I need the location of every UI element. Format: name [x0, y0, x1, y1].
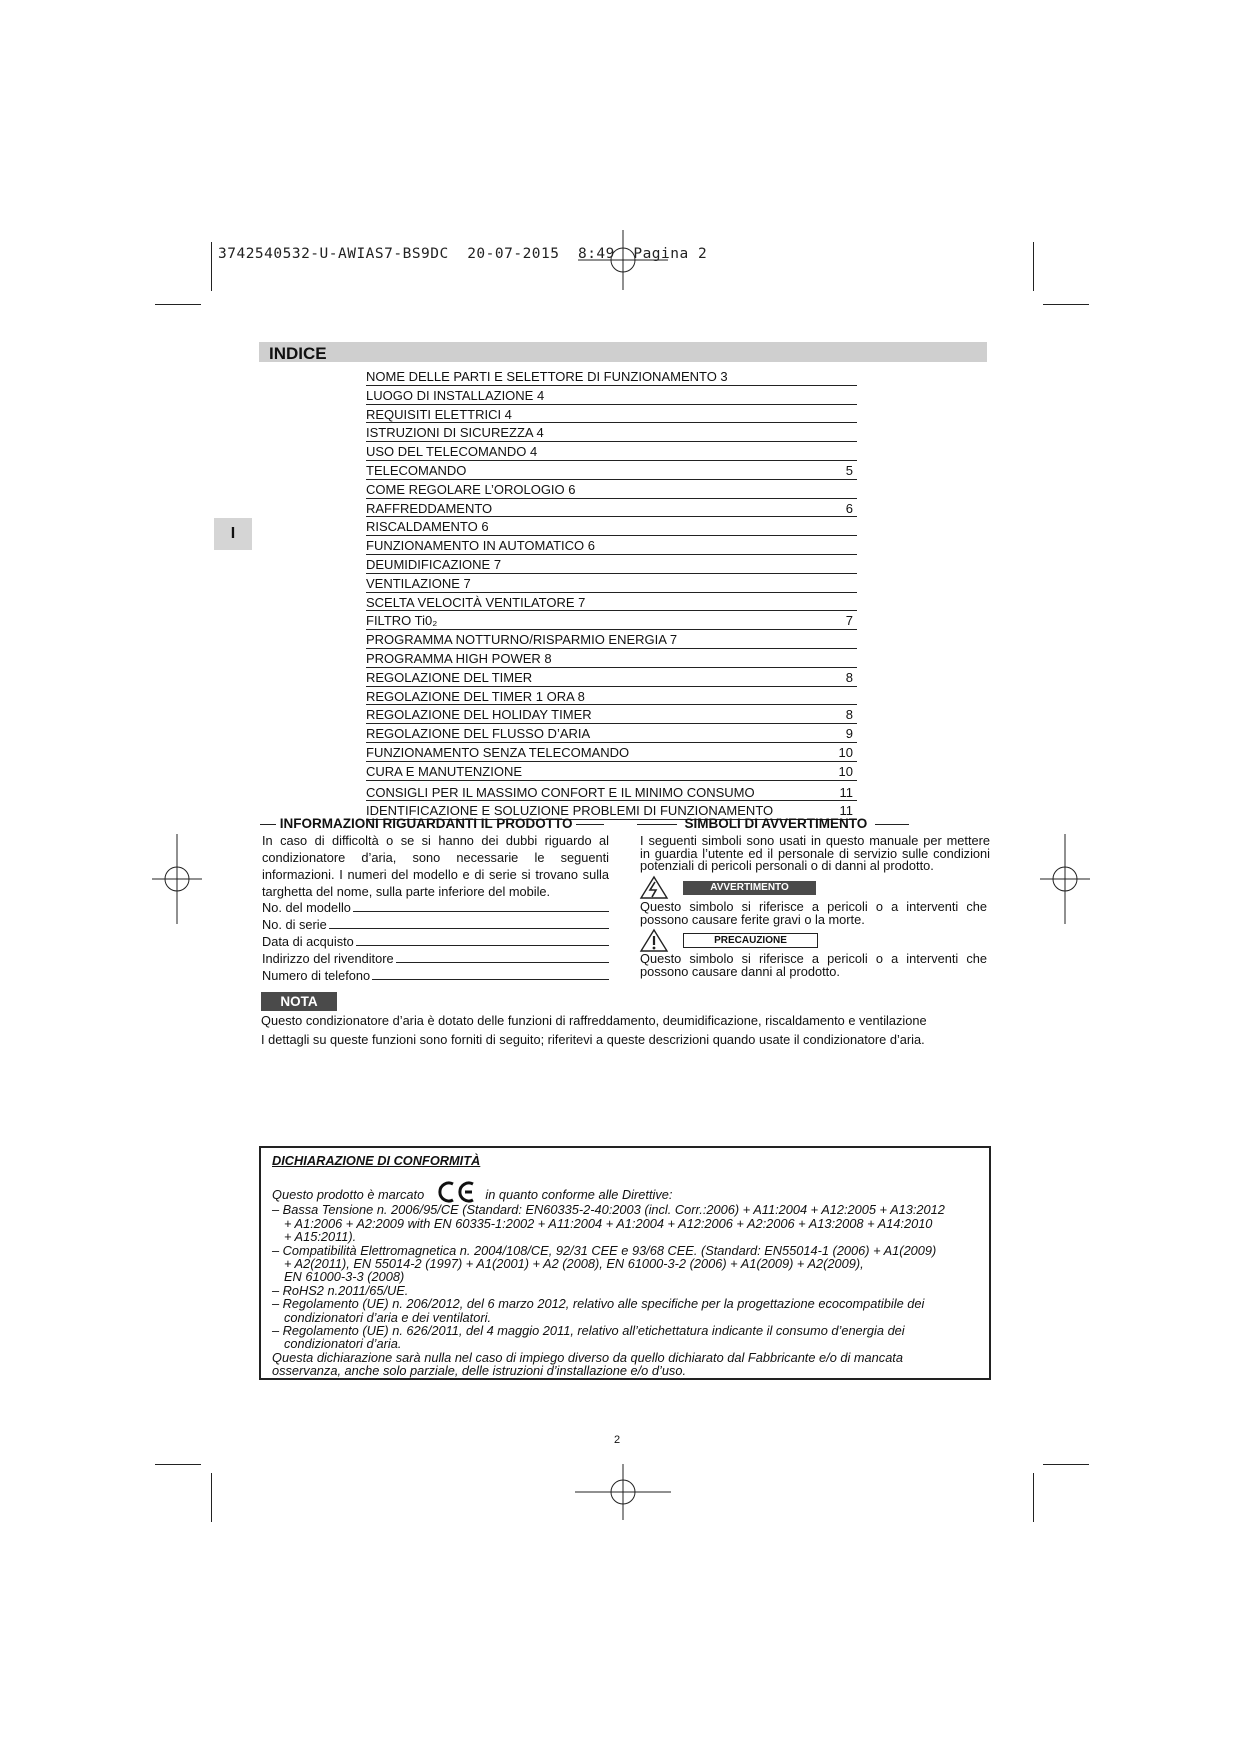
registration-mark-icon: [578, 230, 668, 290]
toc-entry[interactable]: [366, 480, 857, 499]
caution-exclamation-icon: [639, 928, 669, 953]
declaration-line: condizionatori d’aria.: [284, 1336, 402, 1352]
toc-entry-page: 11: [839, 803, 853, 819]
declaration-line: – Regolamento (UE) n. 206/2012, del 6 marzo 2012, relativo alle specifiche per la progettazione ecocompatibile dei: [272, 1296, 925, 1312]
field-purchase-date[interactable]: Data di acquisto: [262, 932, 609, 949]
toc-entry-page: 8: [845, 707, 853, 723]
toc-entry-page: 5: [845, 462, 853, 478]
toc-entry-label: REGOLAZIONE DEL TIMER: [366, 669, 533, 685]
toc-entry-label: PROGRAMMA HIGH POWER 8: [366, 650, 552, 666]
toc-entry-page: 11: [839, 784, 853, 800]
field-model-number[interactable]: No. del modello: [262, 898, 609, 915]
toc-entry-label: FILTRO Ti0₂: [366, 613, 438, 629]
toc-entry-label: TELECOMANDO: [366, 462, 467, 478]
toc-entry-label: FUNZIONAMENTO IN AUTOMATICO 6: [366, 538, 595, 554]
toc-entry-label: REGOLAZIONE DEL FLUSSO D’ARIA: [366, 726, 591, 742]
toc-entry[interactable]: [366, 593, 857, 612]
registration-mark-icon: [152, 834, 202, 924]
toc-entry-label: REGOLAZIONE DEL TIMER 1 ORA 8: [366, 688, 585, 704]
toc-entry[interactable]: [366, 461, 857, 480]
toc-entry-page: 6: [845, 500, 853, 516]
index-title: INDICE: [269, 344, 327, 363]
field-phone-number[interactable]: Numero di telefono: [262, 966, 609, 983]
crop-mark: [1033, 242, 1034, 291]
toc-entry-label: USO DEL TELECOMANDO 4: [366, 444, 538, 460]
toc-entry[interactable]: [366, 762, 857, 781]
toc-entry[interactable]: [366, 630, 857, 649]
declaration-line: EN 61000-3-3 (2008): [284, 1269, 405, 1285]
high-voltage-warning-icon: [639, 875, 669, 900]
table-of-contents: [366, 367, 857, 820]
crop-mark: [1043, 304, 1089, 305]
toc-entry-label: REQUISITI ELETTRICI 4: [366, 406, 512, 422]
product-info-heading: [260, 816, 604, 831]
toc-entry[interactable]: [366, 442, 857, 461]
toc-entry-label: ISTRUZIONI DI SICUREZZA 4: [366, 425, 544, 441]
toc-entry-label: SCELTA VELOCITÀ VENTILATORE 7: [366, 594, 586, 610]
toc-entry-label: NOME DELLE PARTI E SELETTORE DI FUNZIONAMENTO 3: [366, 369, 728, 384]
caution-label: PRECAUZIONE: [683, 933, 818, 948]
ce-mark-icon: [436, 1181, 476, 1203]
toc-entry[interactable]: [366, 555, 857, 574]
declaration-box: [259, 1146, 991, 1380]
declaration-line: + A1:2006 + A2:2009 with EN 60335-1:2002 + A11:2004 + A1:2004 + A12:2006 + A2:2006 + A13:2008 + A14:2010: [284, 1215, 933, 1231]
toc-entry-label: LUOGO DI INSTALLAZIONE 4: [366, 387, 545, 403]
print-header: 3742540532-U-AWIAS7-BS9DC 20-07-2015 8:49 Pagina 2: [218, 246, 708, 262]
toc-entry-label: DEUMIDIFICAZIONE 7: [366, 556, 502, 572]
toc-entry[interactable]: [366, 724, 857, 743]
crop-mark: [155, 1464, 201, 1465]
registration-mark-icon: [1040, 834, 1090, 924]
declaration-line: condizionatori d’aria e dei ventilatori.: [284, 1309, 491, 1325]
toc-entry[interactable]: [366, 574, 857, 593]
declaration-line: – Bassa Tensione n. 2006/95/CE (Standard: EN60335-2-40:2003 (incl. Corr.:2006) + A11:2004 + A12:2005 + A13:2012: [272, 1202, 945, 1218]
nota-line: I dettagli su queste funzioni sono forniti di seguito; riferitevi a queste descrizioni quando usate il condizionatore d’aria.: [261, 1032, 925, 1047]
toc-entry-label: IDENTIFICAZIONE E SOLUZIONE PROBLEMI DI FUNZIONAMENTO: [366, 803, 774, 819]
warning-symbols-heading: [637, 816, 909, 831]
nota-label: NOTA: [261, 992, 337, 1011]
crop-mark: [211, 1473, 212, 1522]
warning-symbols-intro: I seguenti simboli sono usati in questo manuale per mettere in guardia l’utente ed il personale di servizio sulle condizioni potenziali di pericoli personali o di danni al prodotto.: [640, 833, 990, 873]
toc-entry[interactable]: [366, 499, 857, 518]
crop-mark: [155, 304, 201, 305]
registration-mark-icon: [575, 1464, 671, 1520]
toc-entry-label: FUNZIONAMENTO SENZA TELECOMANDO: [366, 744, 630, 760]
toc-entry-label: COME REGOLARE L’OROLOGIO 6: [366, 481, 576, 497]
crop-mark: [1033, 1473, 1034, 1522]
toc-entry-page: 8: [845, 669, 853, 685]
nota-text: [261, 1011, 989, 1049]
toc-entry[interactable]: [366, 405, 857, 424]
declaration-content: [272, 1154, 978, 1378]
toc-entry[interactable]: [366, 386, 857, 405]
declaration-line: Questa dichiarazione sarà nulla nel caso di impiego diverso da quello dichiarato dal Fabbricante e/o di mancata: [272, 1349, 903, 1365]
warning-text: Questo simbolo si riferisce a pericoli o a interventi che possono causare ferite gravi o la morte.: [640, 899, 987, 927]
toc-entry[interactable]: [366, 517, 857, 536]
nota-line: Questo condizionatore d’aria è dotato delle funzioni di raffreddamento, deumidificazione, riscaldamento e ventilazione: [261, 1013, 927, 1028]
toc-entry-label: RAFFREDDAMENTO: [366, 500, 493, 516]
caution-text: Questo simbolo si riferisce a pericoli o a interventi che possono causare danni al prodotto.: [640, 951, 987, 979]
toc-entry-label: RISCALDAMENTO 6: [366, 519, 489, 535]
declaration-intro: Questo prodotto è marcato in quanto conforme alle Direttive:: [272, 1181, 978, 1203]
toc-entry-page: 7: [845, 613, 853, 629]
declaration-line: – Regolamento (UE) n. 626/2011, del 4 maggio 2011, relativo all’etichettatura indicante il consumo d’energia dei: [272, 1323, 905, 1339]
declaration-title: DICHIARAZIONE DI CONFORMITÀ: [272, 1153, 481, 1168]
toc-entry-label: REGOLAZIONE DEL HOLIDAY TIMER: [366, 707, 592, 723]
toc-entry-label: PROGRAMMA NOTTURNO/RISPARMIO ENERGIA 7: [366, 632, 678, 648]
field-dealer-address[interactable]: Indirizzo del rivenditore: [262, 949, 609, 966]
declaration-line: – Compatibilità Elettromagnetica n. 2004/108/CE, 92/31 CEE e 93/68 CEE. (Standard: EN55014-1 (2006) + A1(2009): [272, 1242, 937, 1258]
crop-mark: [211, 242, 212, 291]
toc-entry[interactable]: [366, 611, 857, 630]
warning-symbols-title: SIMBOLI DI AVVERTIMENTO: [684, 816, 868, 831]
toc-entry[interactable]: [366, 743, 857, 762]
warning-label: AVVERTIMENTO: [683, 881, 816, 895]
page-number: 2: [614, 1434, 621, 1446]
toc-entry[interactable]: [366, 423, 857, 442]
toc-entry[interactable]: [366, 687, 857, 706]
declaration-line: + A15:2011).: [284, 1229, 357, 1245]
product-info-title: INFORMAZIONI RIGUARDANTI IL PRODOTTO: [279, 816, 573, 831]
toc-entry[interactable]: [366, 705, 857, 724]
toc-entry-label: CONSIGLI PER IL MASSIMO CONFORT E IL MINIMO CONSUMO: [366, 784, 755, 800]
declaration-line: – RoHS2 n.2011/65/UE.: [272, 1282, 409, 1298]
toc-entry-page: 9: [845, 726, 853, 742]
toc-entry[interactable]: [366, 536, 857, 555]
field-serial-number[interactable]: No. di serie: [262, 915, 609, 932]
language-tab: I: [214, 518, 252, 550]
toc-entry-label: CURA E MANUTENZIONE: [366, 763, 523, 779]
toc-entry[interactable]: [366, 783, 857, 802]
toc-entry[interactable]: [366, 649, 857, 668]
product-info-text: In caso di difficoltà o se si hanno dei dubbi riguardo al condizionatore d’aria, sono necessarie le seguenti informazioni. I numeri del modello e di serie si trovano sulla targhetta del nome, sulla parte inferiore del mobile.: [262, 833, 609, 899]
crop-mark: [1043, 1464, 1089, 1465]
toc-entry-label: VENTILAZIONE 7: [366, 575, 471, 591]
toc-entry-page: 10: [838, 763, 853, 779]
toc-entry[interactable]: [366, 367, 857, 386]
index-section-bar: [259, 342, 987, 362]
declaration-line: osservanza, anche solo parziale, delle istruzioni d’installazione e/o d’uso.: [272, 1363, 687, 1379]
declaration-line: + A2(2011), EN 55014-2 (1997) + A1(2001) + A2 (2008), EN 61000-3-2 (2006) + A1(2009) + A2(2009),: [284, 1256, 864, 1272]
toc-entry[interactable]: [366, 668, 857, 687]
toc-entry-page: 10: [838, 744, 853, 760]
